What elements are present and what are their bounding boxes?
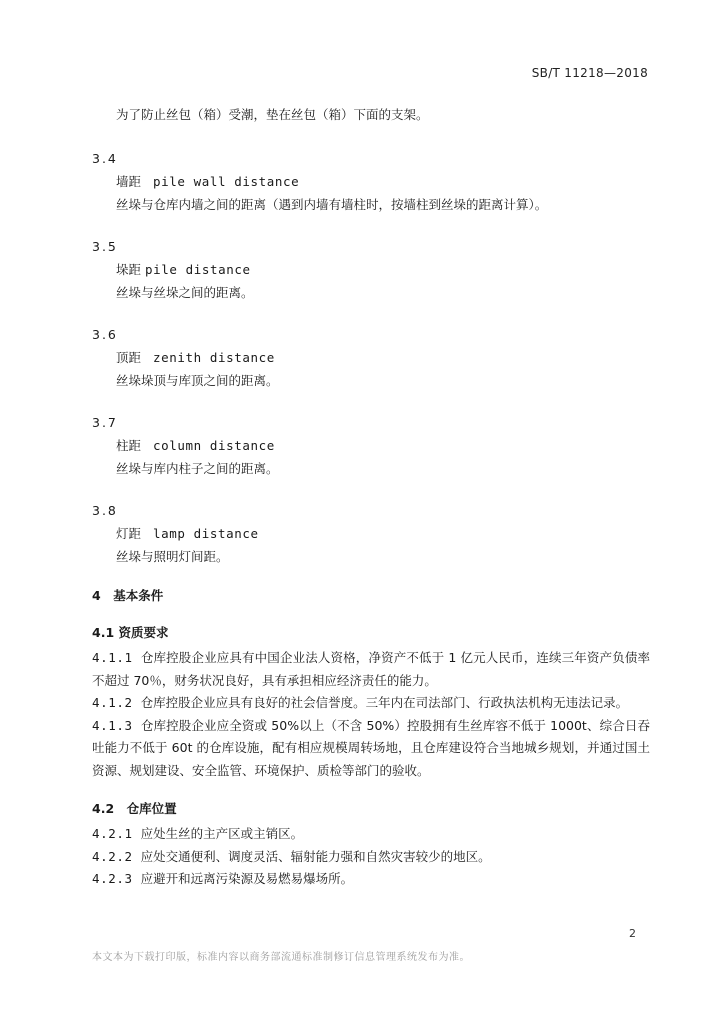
term-title	[92, 173, 650, 190]
clause-4-2-2	[92, 846, 650, 869]
term-3-6	[92, 326, 650, 389]
term-definition: 丝垛与丝垛之间的距离。	[116, 285, 254, 300]
clause-text: 仓库控股企业应具有良好的社会信誉度。三年内在司法部门、行政执法机构无违法记录。	[140, 695, 629, 710]
term-3-7	[92, 414, 650, 477]
term-definition: 丝垛垛顶与库顶之间的距离。	[116, 373, 279, 388]
clause-number: 4.1.3	[92, 717, 133, 733]
footer-note: 本文本为下载打印版，标准内容以商务部流通标准制修订信息管理系统发布为准。	[92, 952, 470, 963]
clause-text: 仓库控股企业应具有中国企业法人资格，净资产不低于 1 亿元人民币，连续三年资产负债率不超过 70％，财务状况良好，具有承担相应经济责任的能力。	[92, 650, 650, 688]
term-cn: 顶距	[116, 350, 142, 365]
term-en: pile wall distance	[152, 174, 300, 189]
clause-4-2-1	[92, 823, 650, 846]
clause-text: 仓库控股企业应全资或 50%以上（不含 50%）控股拥有生丝库容不低于 1000t、综合日吞吐能力不低于 60t 的仓库设施，配有相应规模周转场地，且仓库建设符合当地城乡规划，并通过国土资源、规划建设、安全监管、环境保护、质检等部门的验收。	[92, 717, 650, 778]
clause-text: 应处交通便利、调度灵活、辐射能力强和自然灾害较少的地区。	[140, 848, 491, 864]
term-number: 3.4	[92, 151, 118, 166]
clause-4-1-1	[92, 647, 650, 692]
section-4-2-heading: 4.2 仓库位置	[92, 801, 177, 816]
clause-number: 4.2.1	[92, 826, 133, 841]
section-4-heading: 4 基本条件	[92, 588, 164, 603]
document-body	[92, 106, 650, 891]
term-number: 3.6	[92, 327, 118, 342]
clause-number: 4.2.2	[92, 848, 133, 864]
term-number: 3.8	[92, 503, 118, 518]
term-definition: 丝垛与仓库内墙之间的距离（遇到内墙有墙柱时，按墙柱到丝垛的距离计算）。	[116, 197, 548, 212]
clause-4-1-2	[92, 692, 650, 715]
term-cn: 墙距	[116, 174, 142, 189]
term-en: lamp distance	[152, 526, 259, 541]
term-title	[92, 437, 650, 454]
term-title	[92, 349, 650, 366]
term-cn: 灯距	[116, 526, 142, 541]
section-4-1-heading: 4.1 资质要求	[92, 625, 169, 640]
term-definition: 丝垛与照明灯间距。	[116, 549, 229, 564]
clause-4-2-3	[92, 868, 650, 891]
term-cn: 垛距	[116, 262, 142, 277]
term-en: zenith distance	[152, 350, 275, 365]
standard-code: SB/T 11218—2018	[531, 66, 648, 80]
term-3-8	[92, 502, 650, 565]
term-title	[92, 261, 650, 278]
clause-number: 4.1.1	[92, 650, 133, 665]
term-number: 3.7	[92, 415, 118, 430]
clause-number: 4.1.2	[92, 695, 133, 710]
term-title	[92, 525, 650, 542]
term-3-5	[92, 238, 650, 301]
clause-number: 4.2.3	[92, 871, 133, 886]
term-cn: 柱距	[116, 438, 142, 453]
page-number: 2	[629, 927, 636, 940]
clause-text: 应避开和远离污染源及易燃易爆场所。	[140, 871, 354, 886]
term-definition: 丝垛与库内柱子之间的距离。	[116, 461, 279, 476]
term-en: column distance	[152, 438, 275, 453]
term-3-4	[92, 150, 650, 213]
intro-line: 为了防止丝包（箱）受潮，垫在丝包（箱）下面的支架。	[116, 107, 429, 122]
clause-text: 应处生丝的主产区或主销区。	[140, 826, 304, 841]
term-en: pile distance	[145, 262, 251, 277]
term-number: 3.5	[92, 239, 118, 254]
clause-4-1-3	[92, 715, 650, 783]
